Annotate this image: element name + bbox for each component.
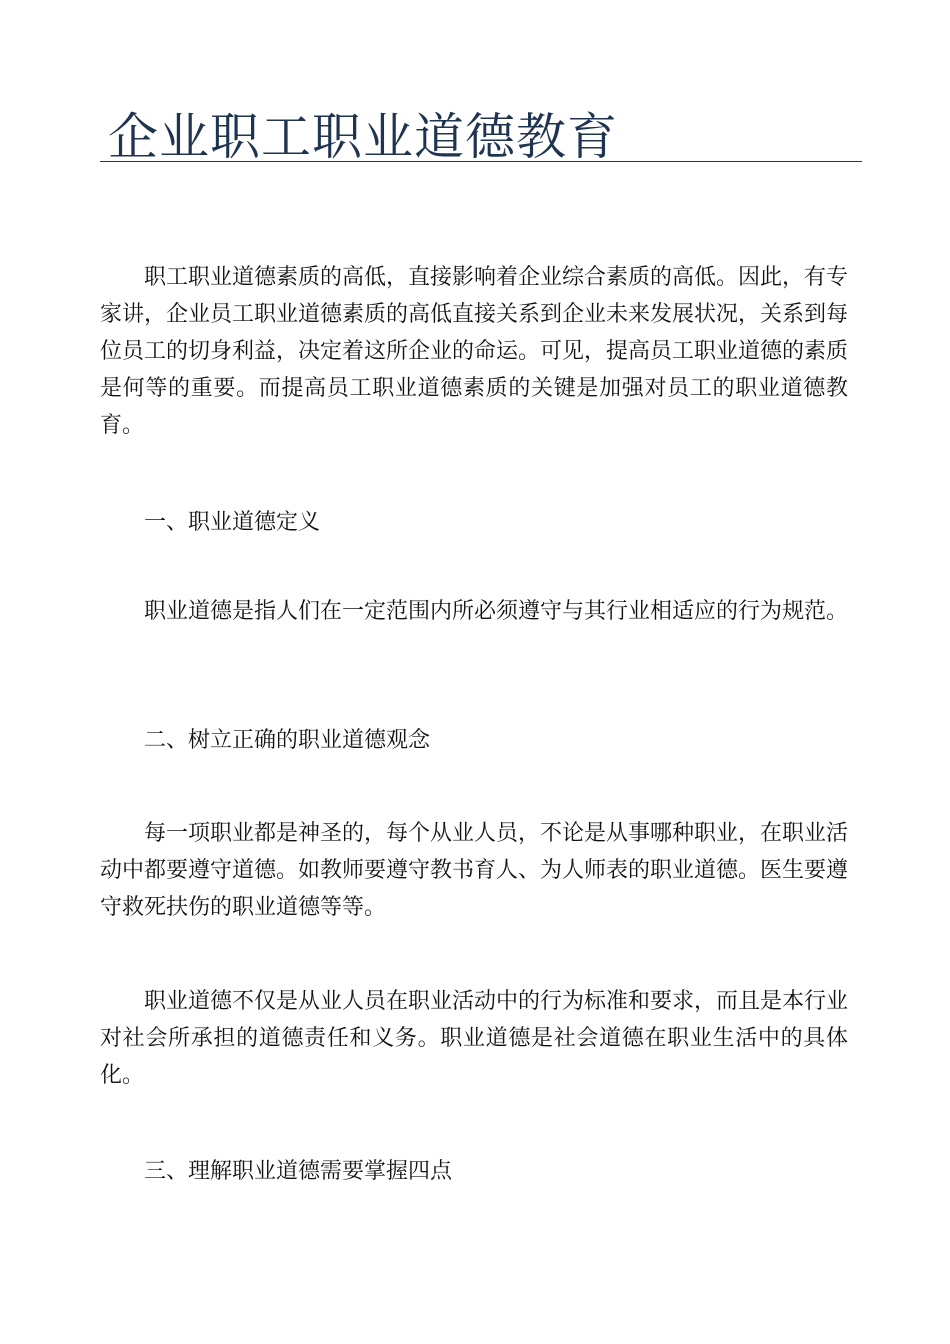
section-1-paragraph: 职业道德是指人们在一定范围内所必须遵守与其行业相适应的行为规范。 [144, 599, 849, 624]
intro-paragraph: 职工职业道德素质的高低，直接影响着企业综合素质的高低。因此，有专家讲，企业员工职业道德素质的高低直接关系到企业未来发展状况，关系到每位员工的切身利益，决定着这所企业的命运。可见，提高员工职业道德的素质是何等的重要。而提高员工职业道德素质的关键是加强对员工的职业道德教育。 [100, 265, 849, 438]
document-title: 企业职工职业道德教育 [108, 108, 618, 166]
section-2-paragraph-1: 每一项职业都是神圣的，每个从业人员，不论是从事哪种职业，在职业活动中都要遵守道德。如教师要遵守教书育人、为人师表的职业道德。医生要遵守救死扶伤的职业道德等等。 [100, 821, 849, 920]
section-3-heading: 三、理解职业道德需要掌握四点 [144, 1159, 453, 1184]
section-2-heading: 二、树立正确的职业道德观念 [144, 728, 431, 753]
section-1-heading: 一、职业道德定义 [144, 510, 321, 535]
section-2-paragraph-2: 职业道德不仅是从业人员在职业活动中的行为标准和要求，而且是本行业对社会所承担的道德责任和义务。职业道德是社会道德在职业生活中的具体化。 [100, 989, 849, 1088]
title-underline [100, 161, 862, 162]
